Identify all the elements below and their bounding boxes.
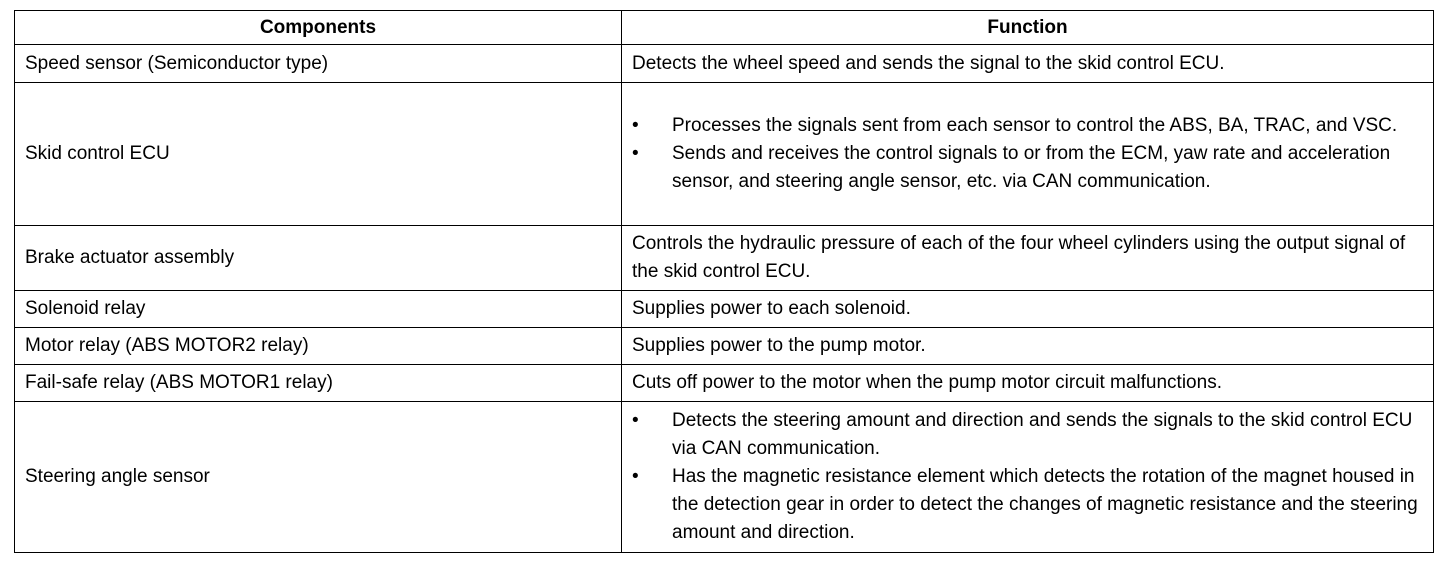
header-row xyxy=(15,11,1434,45)
list-item xyxy=(632,112,1423,140)
bullet-icon: • xyxy=(632,410,639,431)
bullet-text: Processes the signals sent from each sensor to control the ABS, BA, TRAC, and VSC. xyxy=(672,115,1398,136)
component-cell: Motor relay (ABS MOTOR2 relay) xyxy=(15,328,622,365)
component-cell: Skid control ECU xyxy=(15,83,622,226)
table-row xyxy=(15,328,1434,365)
bullet-icon: • xyxy=(632,143,639,164)
component-cell: Speed sensor (Semiconductor type) xyxy=(15,45,622,83)
function-cell: Cuts off power to the motor when the pump motor circuit malfunctions. xyxy=(622,365,1434,402)
components-function-table xyxy=(14,10,1434,553)
table-row xyxy=(15,291,1434,328)
bullet-icon: • xyxy=(632,466,639,487)
function-cell xyxy=(622,402,1434,553)
component-cell: Fail-safe relay (ABS MOTOR1 relay) xyxy=(15,365,622,402)
table-row xyxy=(15,226,1434,291)
bullet-text: Detects the steering amount and direction and sends the signals to the skid control ECU via CAN communication. xyxy=(672,410,1413,459)
list-item xyxy=(632,463,1423,547)
bullet-text: Sends and receives the control signals to or from the ECM, yaw rate and acceleration sensor, and steering angle sensor, etc. via CAN communication. xyxy=(672,143,1391,192)
function-bullet-list xyxy=(632,112,1423,196)
list-item xyxy=(632,407,1423,463)
function-bullet-list xyxy=(632,407,1423,547)
component-cell: Brake actuator assembly xyxy=(15,226,622,291)
list-item xyxy=(632,140,1423,196)
function-cell: Controls the hydraulic pressure of each of the four wheel cylinders using the output signal of the skid control ECU. xyxy=(622,226,1434,291)
component-cell: Solenoid relay xyxy=(15,291,622,328)
function-cell: Detects the wheel speed and sends the signal to the skid control ECU. xyxy=(622,45,1434,83)
function-cell: Supplies power to the pump motor. xyxy=(622,328,1434,365)
function-cell: Supplies power to each solenoid. xyxy=(622,291,1434,328)
component-cell: Steering angle sensor xyxy=(15,402,622,553)
table-row xyxy=(15,83,1434,226)
table-row xyxy=(15,45,1434,83)
table-row xyxy=(15,402,1434,553)
function-cell xyxy=(622,83,1434,226)
function-header: Function xyxy=(622,11,1434,45)
table-row xyxy=(15,365,1434,402)
bullet-icon: • xyxy=(632,115,639,136)
components-header: Components xyxy=(15,11,622,45)
bullet-text: Has the magnetic resistance element which detects the rotation of the magnet housed in the detection gear in order to detect the changes of magnetic resistance and the steering amount and direction. xyxy=(672,466,1418,543)
